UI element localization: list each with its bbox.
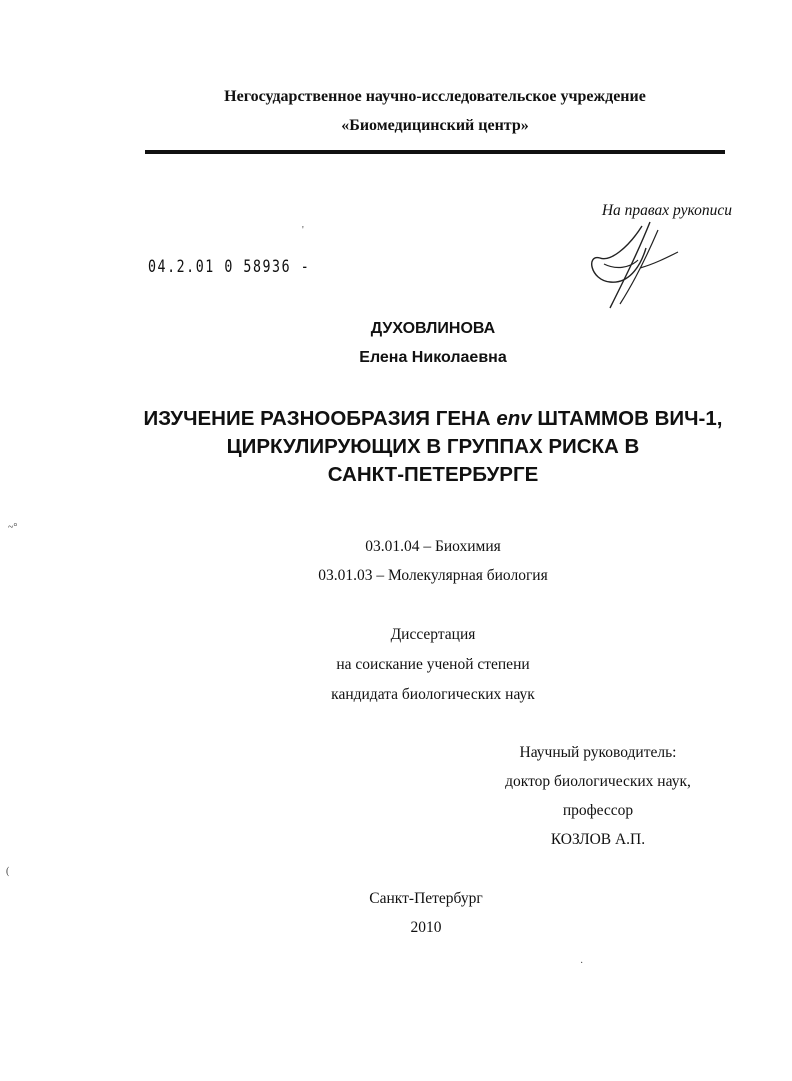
scan-mark: ' <box>302 225 304 236</box>
author-surname: ДУХОВЛИНОВА <box>370 320 496 337</box>
catalog-number: 04.2.01 0 58936 - <box>148 257 311 277</box>
institution-name: Негосударственное научно-исследовательское учреждение <box>224 88 646 105</box>
city: Санкт-Петербург <box>369 890 483 907</box>
supervisor-role: Научный руководитель: <box>519 744 677 761</box>
title-line-2: ЦИРКУЛИРУЮЩИХ В ГРУППАХ РИСКА В <box>226 435 640 458</box>
title-line-3: САНКТ-ПЕТЕРБУРГЕ <box>327 463 539 486</box>
supervisor-rank: профессор <box>562 802 634 819</box>
degree-name: кандидата биологических наук <box>331 686 535 703</box>
title-line-1: ИЗУЧЕНИЕ РАЗНООБРАЗИЯ ГЕНА env ШТАММОВ ВИЧ-1, <box>143 407 723 430</box>
institution-center-name: «Биомедицинский центр» <box>341 117 529 134</box>
specialty-biochemistry: 03.01.04 – Биохимия <box>365 538 501 555</box>
specialty-molecular-biology: 03.01.03 – Молекулярная биология <box>318 567 548 584</box>
supervisor-name: КОЗЛОВ А.П. <box>550 831 646 848</box>
header-divider <box>145 150 725 154</box>
scan-mark: ( <box>6 866 10 877</box>
dissertation-label: Диссертация <box>390 626 476 643</box>
author-given-names: Елена Николаевна <box>359 349 507 366</box>
scan-mark: · <box>580 958 584 969</box>
degree-purpose: на соискание ученой степени <box>336 656 530 673</box>
dissertation-title <box>0 405 792 489</box>
manuscript-note: На правах рукописи <box>601 202 732 219</box>
gene-name: env <box>496 407 532 430</box>
supervisor-degree: доктор биологических наук, <box>505 773 691 790</box>
scan-mark: ~° <box>8 522 18 533</box>
signature <box>580 218 690 313</box>
year: 2010 <box>410 919 442 936</box>
